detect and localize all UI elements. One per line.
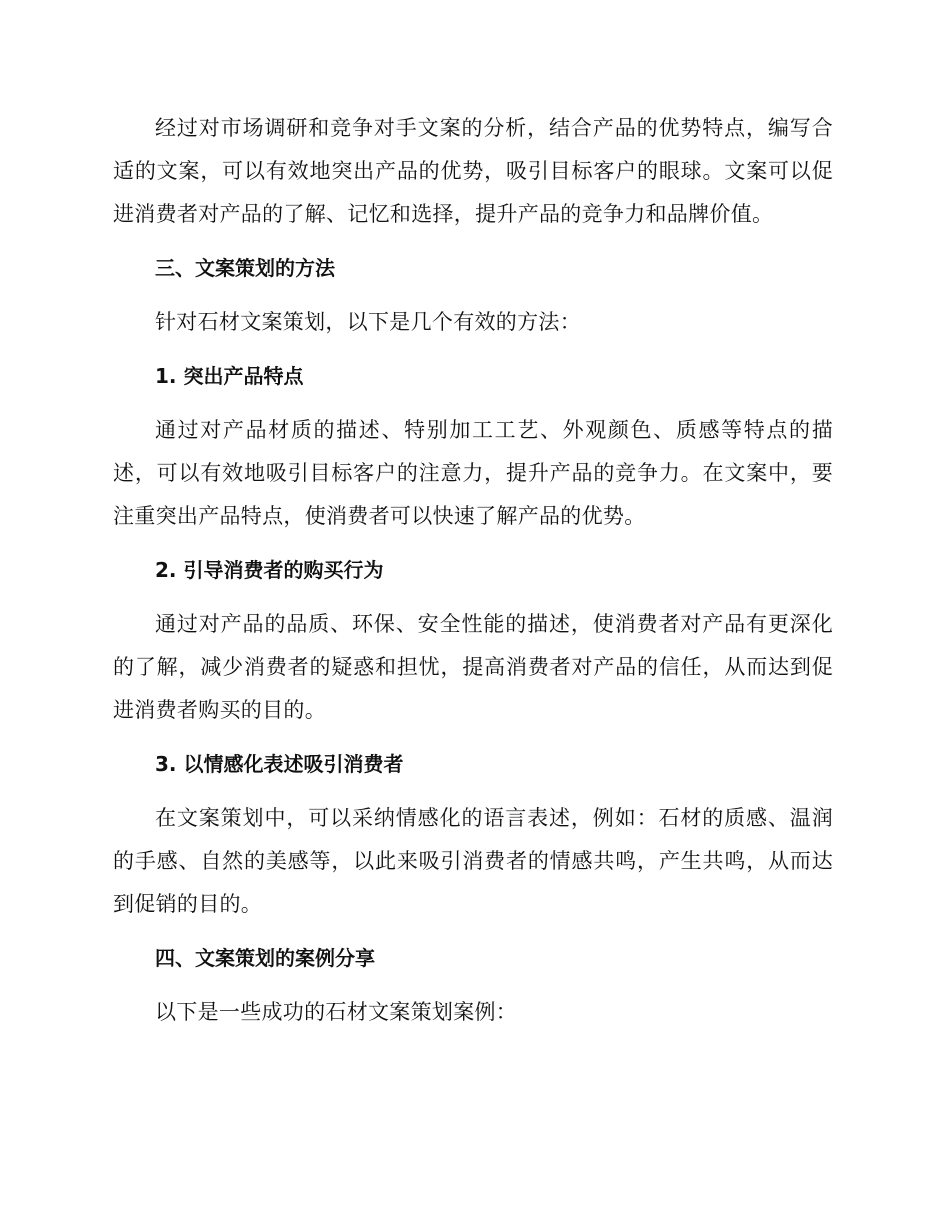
section-heading-case-sharing: 四、文案策划的案例分享 [155,946,375,970]
document-body [113,107,833,1034]
subheading-emotional-expression: 3. 以情感化表述吸引消费者 [155,752,404,776]
subheading-product-features: 1. 突出产品特点 [155,364,304,388]
paragraph-emotional-expression: 在文案策划中，可以采纳情感化的语言表述，例如：石材的质感、温润的手感、自然的美感等，以此来吸引消费者的情感共鸣，产生共鸣，从而达到促销的目的。 [113,806,833,916]
section-heading-methods: 三、文案策划的方法 [155,256,335,280]
paragraph-purchase-behavior: 通过对产品的品质、环保、安全性能的描述，使消费者对产品有更深化的了解，减少消费者的疑惑和担忧，提高消费者对产品的信任，从而达到促进消费者购买的目的。 [113,612,833,722]
paragraph-analysis-summary: 经过对市场调研和竞争对手文案的分析，结合产品的优势特点，编写合适的文案，可以有效地突出产品的优势，吸引目标客户的眼球。文案可以促进消费者对产品的了解、记忆和选择，提升产品的竞争力和品牌价值。 [113,116,833,226]
paragraph-product-features: 通过对产品材质的描述、特别加工工艺、外观颜色、质感等特点的描述，可以有效地吸引目标客户的注意力，提升产品的竞争力。在文案中，要注重突出产品特点，使消费者可以快速了解产品的优势。 [113,418,833,528]
paragraph-methods-intro: 针对石材文案策划，以下是几个有效的方法： [155,310,581,334]
paragraph-case-intro: 以下是一些成功的石材文案策划案例： [155,1000,518,1024]
subheading-purchase-behavior: 2. 引导消费者的购买行为 [155,558,384,582]
